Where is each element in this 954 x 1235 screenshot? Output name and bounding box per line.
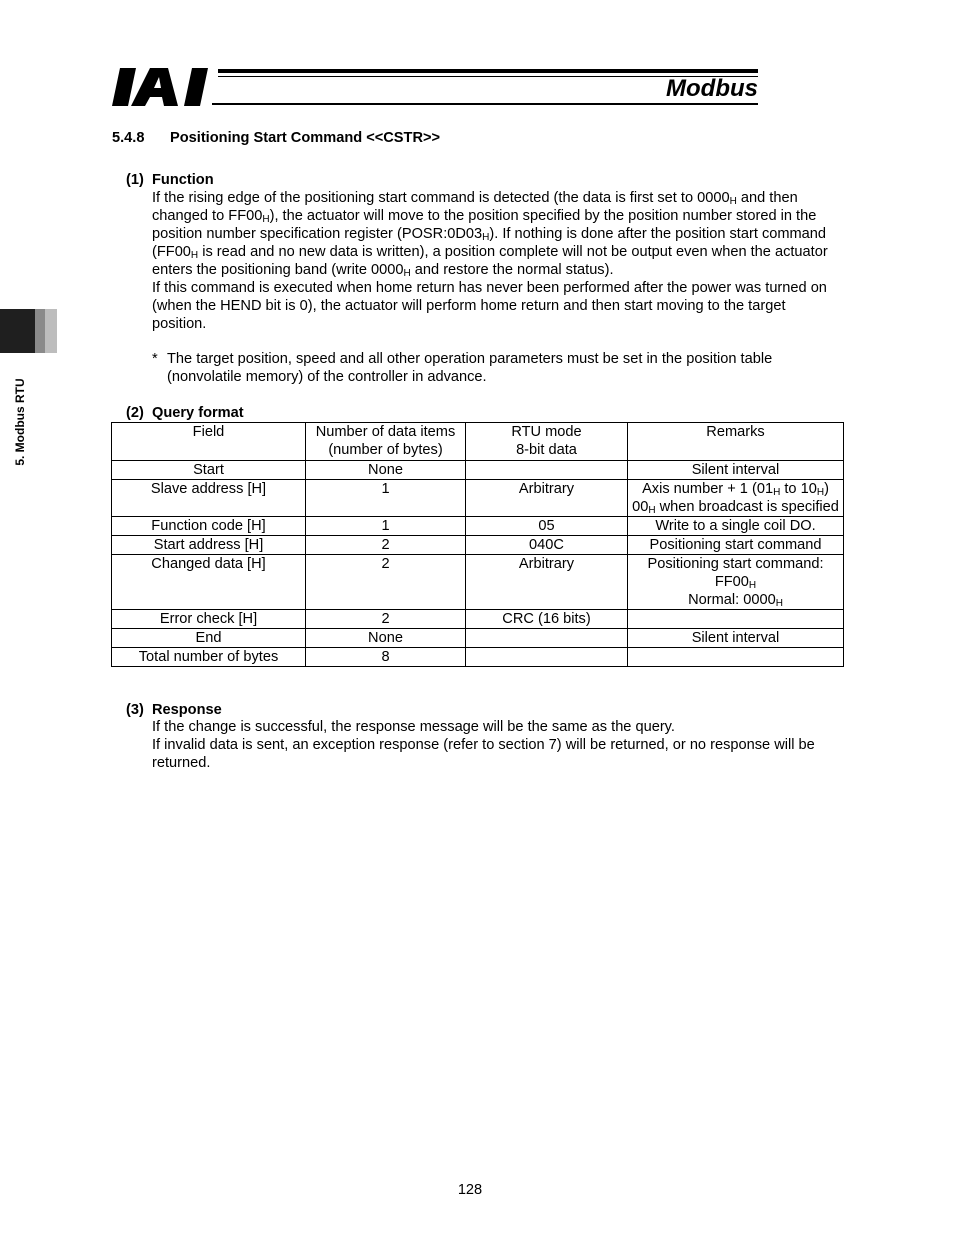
cell-rtu: Arbitrary [466, 555, 628, 610]
cell-rtu: 040C [466, 536, 628, 555]
function-body [152, 189, 842, 333]
cell-remarks: Axis number + 1 ($01_H$ to $10_H$) $00_H$ when broadcast is specified [628, 480, 844, 517]
cell-rtu: CRC (16 bits) [466, 610, 628, 629]
function-number: (1) [126, 172, 144, 188]
cell-field: End [112, 629, 306, 648]
header-rule-top [218, 69, 758, 73]
query-heading [126, 404, 244, 422]
cell-field: Changed data [H] [112, 555, 306, 610]
cell-remarks [628, 610, 844, 629]
response-title: Response [152, 702, 222, 718]
cell-field: Start address [H] [112, 536, 306, 555]
query-title: Query format [152, 405, 244, 421]
cell-field: Slave address [H] [112, 480, 306, 517]
note-text: The target position, speed and all other operation parameters must be set in the position table (nonvolatile memory) of the controller in advance. [167, 351, 773, 385]
cell-items: 2 [306, 536, 466, 555]
chapter-side-label: 5. Modbus RTU [13, 378, 27, 466]
section-heading [112, 129, 440, 147]
cell-rtu [466, 648, 628, 667]
response-paragraph-1: If the change is successful, the response message will be the same as the query. [152, 719, 675, 735]
header-title: Modbus [666, 75, 758, 102]
section-number: 5.4.8 [112, 130, 145, 146]
table-header-row [112, 423, 844, 461]
table-row [112, 648, 844, 667]
cell-items: 2 [306, 610, 466, 629]
cell-remarks: Write to a single coil DO. [628, 517, 844, 536]
table-row [112, 536, 844, 555]
table-row [112, 610, 844, 629]
response-body [152, 718, 842, 772]
header-data-items: Number of data items (number of bytes) [306, 423, 466, 461]
table-row [112, 480, 844, 517]
table-row [112, 555, 844, 610]
response-heading [126, 701, 222, 719]
table-row [112, 629, 844, 648]
cell-rtu [466, 461, 628, 480]
function-heading [126, 171, 214, 189]
cell-rtu: Arbitrary [466, 480, 628, 517]
table-row [112, 517, 844, 536]
function-paragraph-1: If the rising edge of the positioning start command is detected (the data is first set to $0000_H$ and then changed to $FF00_H$), the actuator will move to the position specified by the position number stored in the position number specification register $(POSR:0D03_H)$. If nothing is done after the position start command ($FF00_H$ is read and no new data is written), a position complete will not be output even when the actuator enters the positioning band (write $0000_H$ and restore the normal status). [152, 190, 828, 279]
function-paragraph-2: If this command is executed when home return has never been performed after the power was turned on (when the HEND bit is 0), the actuator will perform home return and then start moving to the target position. [152, 280, 827, 332]
chapter-tab-dark [0, 309, 35, 353]
cell-remarks [628, 648, 844, 667]
table-row [112, 461, 844, 480]
chapter-tab-light [45, 309, 57, 353]
query-format-table [111, 422, 844, 667]
cell-items: None [306, 461, 466, 480]
function-note [152, 350, 842, 386]
query-number: (2) [126, 405, 144, 421]
header-rtu-mode: RTU mode 8-bit data [466, 423, 628, 461]
response-paragraph-2: If invalid data is sent, an exception response (refer to section 7) will be returned, or no response will be returned. [152, 737, 815, 771]
cell-items: 8 [306, 648, 466, 667]
cell-field: Start [112, 461, 306, 480]
cell-field: Error check [H] [112, 610, 306, 629]
cell-field: Function code [H] [112, 517, 306, 536]
response-number: (3) [126, 702, 144, 718]
cell-remarks: Silent interval [628, 461, 844, 480]
cell-field: Total number of bytes [112, 648, 306, 667]
cell-remarks: Positioning start command: $FF00_H$ Normal: $0000_H$ [628, 555, 844, 610]
cell-remarks: Positioning start command [628, 536, 844, 555]
header-field: Field [112, 423, 306, 461]
note-asterisk: * [152, 351, 158, 367]
section-title: Positioning Start Command <<CSTR>> [170, 130, 441, 146]
cell-remarks: Silent interval [628, 629, 844, 648]
function-title: Function [152, 172, 214, 188]
header-remarks: Remarks [628, 423, 844, 461]
cell-rtu [466, 629, 628, 648]
iai-logo [112, 68, 212, 106]
cell-rtu: 05 [466, 517, 628, 536]
cell-items: None [306, 629, 466, 648]
cell-items: 1 [306, 517, 466, 536]
page-number: 128 [457, 1182, 483, 1198]
cell-items: 2 [306, 555, 466, 610]
chapter-tab-mid [35, 309, 45, 353]
cell-items: 1 [306, 480, 466, 517]
